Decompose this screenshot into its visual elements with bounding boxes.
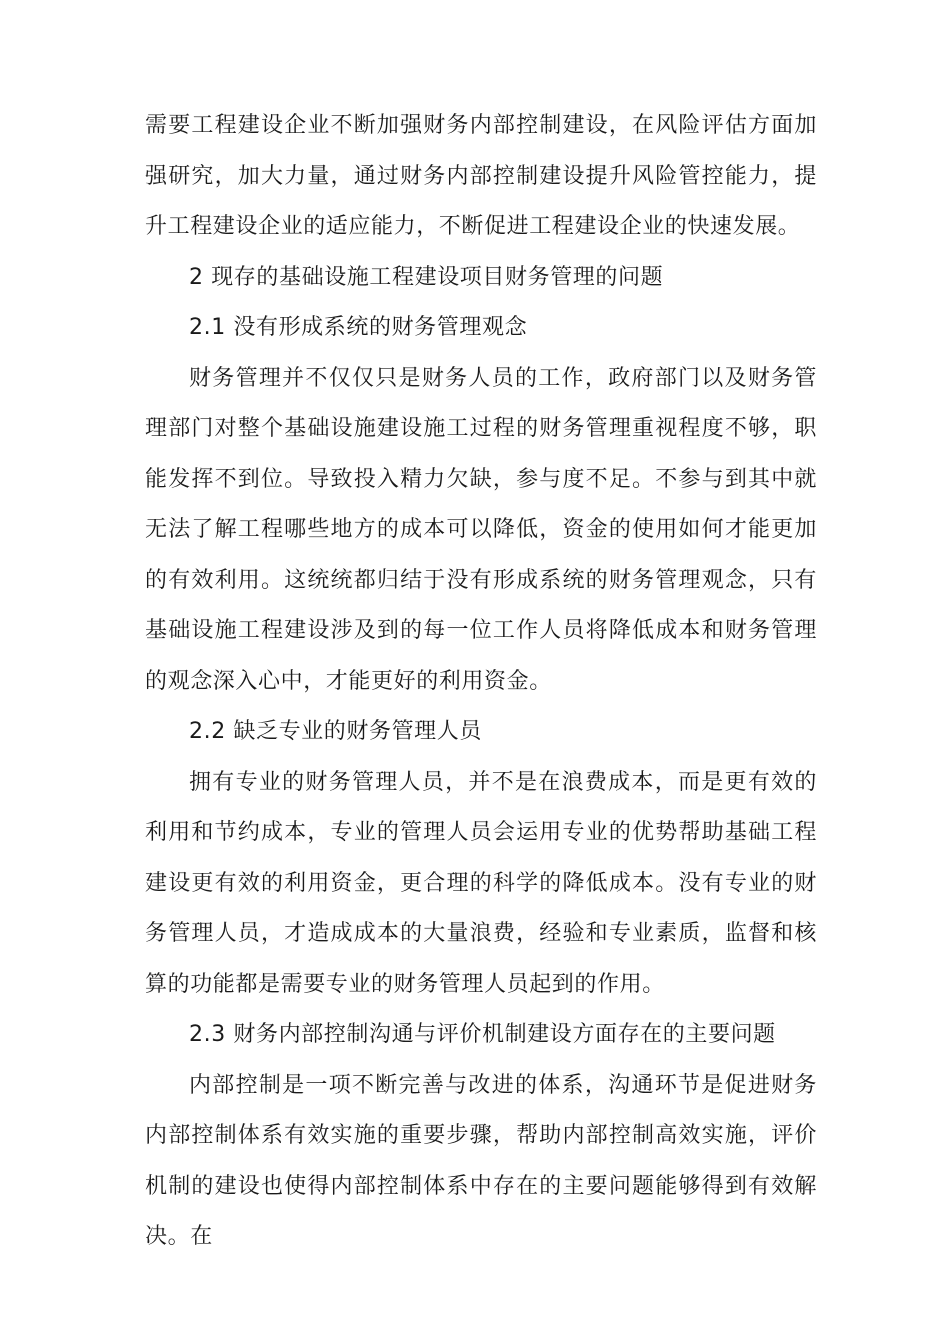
subsection-heading-2-3: 2.3 财务内部控制沟通与评价机制建设方面存在的主要问题 [189, 1022, 776, 1047]
subsection-heading-2-2: 2.2 缺乏专业的财务管理人员 [189, 719, 482, 744]
section-heading-2: 2 现存的基础设施工程建设项目财务管理的问题 [189, 264, 664, 290]
paragraph-2-2: 拥有专业的财务管理人员，并不是在浪费成本，而是更有效的利用和节约成本，专业的管理人员会运用专业的优势帮助基础工程建设更有效的利用资金，更合理的科学的降低成本。没有专业的财务管理人员，才造成成本的大量浪费，经验和专业素质，监督和核算的功能都是需要专业的财务管理人员起到的作用。 [145, 769, 817, 997]
document-body [145, 101, 817, 1263]
subsection-heading-2-1: 2.1 没有形成系统的财务管理观念 [189, 315, 528, 340]
paragraph-2-1: 财务管理并不仅仅只是财务人员的工作，政府部门以及财务管理部门对整个基础设施建设施工过程的财务管理重视程度不够，职能发挥不到位。导致投入精力欠缺，参与度不足。不参与到其中就无法了解工程哪些地方的成本可以降低，资金的使用如何才能更加的有效利用。这统统都归结于没有形成系统的财务管理观念，只有基础设施工程建设涉及到的每一位工作人员将降低成本和财务管理的观念深入心中，才能更好的利用资金。 [145, 365, 817, 694]
paragraph-2-3: 内部控制是一项不断完善与改进的体系，沟通环节是促进财务内部控制体系有效实施的重要步骤，帮助内部控制高效实施，评价机制的建设也使得内部控制体系中存在的主要问题能够得到有效解决。在 [145, 1072, 817, 1249]
paragraph-continuation: 需要工程建设企业不断加强财务内部控制建设，在风险评估方面加强研究，加大力量，通过财务内部控制建设提升风险管控能力，提升工程建设企业的适应能力，不断促进工程建设企业的快速发展。 [145, 113, 817, 239]
